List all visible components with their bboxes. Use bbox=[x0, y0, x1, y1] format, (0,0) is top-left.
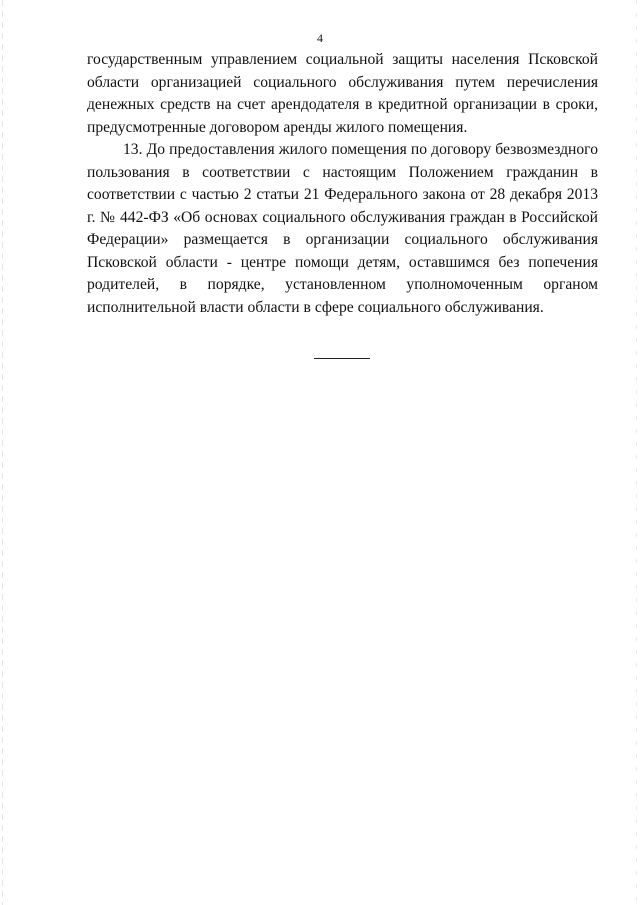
end-separator-line bbox=[314, 358, 370, 359]
scan-edge-right bbox=[636, 0, 637, 905]
paragraph-continuation: государственным управлением социальной защиты населения Псковской области организацией социального обслуживания путем перечисления денежных средств на счет арендодателя в кредитной организации в сроки, предусмотренные договором аренды жилого помещения. bbox=[87, 51, 598, 136]
document-body bbox=[87, 49, 598, 319]
paragraph-13: 13. До предоставления жилого помещения по договору безвозмездного пользования в соответствии с настоящим Положением гражданин в соответствии с частью 2 статьи 21 Федерального закона от 28 декабря 2013 г. № 442-ФЗ «Об основах социального обслуживания граждан в Российской Федерации» размещается в организации социального обслуживания Псковской области - центре помощи детям, оставшимся без попечения родителей, в порядке, установленном уполномоченным органом исполнительной власти области в сфере социального обслуживания. bbox=[87, 141, 598, 316]
scan-edge-left bbox=[2, 0, 3, 905]
page-number: 4 bbox=[317, 31, 323, 45]
